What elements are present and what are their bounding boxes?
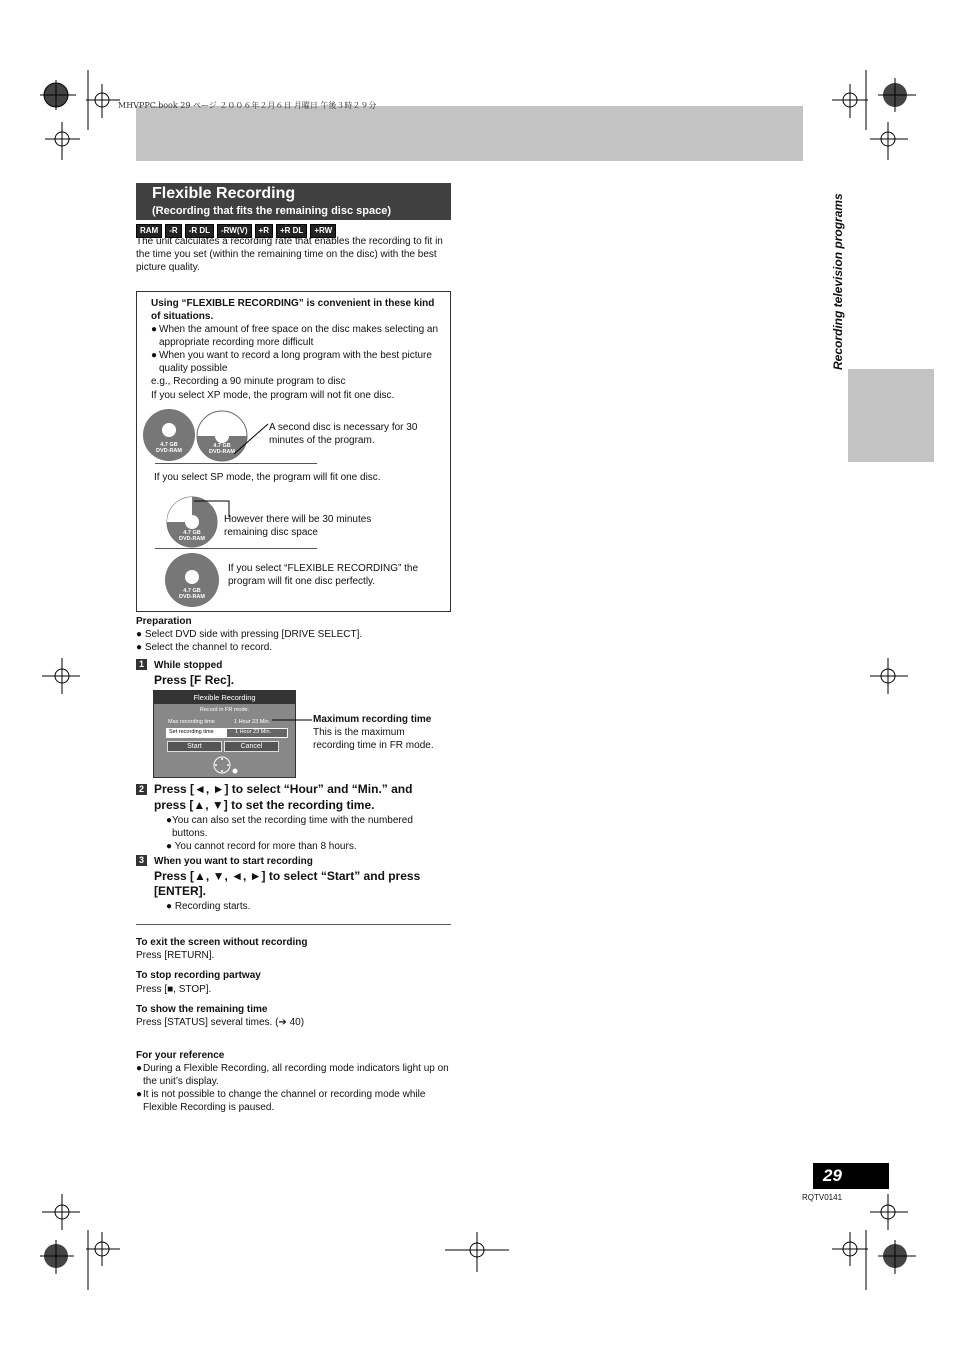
tip-text: Press [RETURN]. <box>136 950 215 961</box>
crop-mark-mid-left <box>40 656 80 696</box>
step3-line2: [ENTER]. <box>154 884 206 898</box>
osd-set-label: Set recording time <box>166 728 226 738</box>
crop-marks-bottom-right <box>818 1190 918 1290</box>
intro-text: The unit calculates a recording rate that enables the recording to fit in the time you set (within the remaining time on the disc) with the best picture quality. <box>136 236 443 273</box>
callout-text: This is the maximum recording time in FR mode. <box>313 727 434 751</box>
step3-condition: When you want to start recording <box>154 856 313 867</box>
divider <box>155 463 317 464</box>
xp-mode-text: If you select XP mode, the program will not fit one disc. <box>151 390 395 401</box>
step-number: 1 <box>136 659 147 670</box>
step2-line2: press [▲, ▼] to set the recording time. <box>154 798 375 812</box>
disc-label: 4.7 GB DVD-RAM <box>179 530 205 542</box>
crop-marks-top-left <box>40 70 120 180</box>
osd-title: Flexible Recording <box>154 691 295 704</box>
flexible-recording-screen <box>153 690 296 778</box>
preparation-item: ● Select the channel to record. <box>136 642 273 653</box>
disc-badge: -R DL <box>185 224 214 238</box>
crop-marks-bottom-left <box>40 1190 120 1290</box>
disc-label: 4.7 GB DVD-RAM <box>209 443 235 455</box>
reference-item: ● It is not possible to change the channel or recording mode while Flexible Recording is paused. <box>136 1089 426 1113</box>
disc-badge: -RW(V) <box>217 224 252 238</box>
section-label-text: Recording television programs <box>831 193 845 370</box>
step-number: 2 <box>136 784 147 795</box>
preparation-item: ● Select DVD side with pressing [DRIVE SELECT]. <box>136 629 363 640</box>
disc-badge: RAM <box>136 224 162 238</box>
sp-mode-text: If you select SP mode, the program will fit one disc. <box>154 472 381 483</box>
step1-action: Press [F Rec]. <box>154 673 235 687</box>
sp-note: However there will be 30 minutes remaining disc space <box>224 514 372 538</box>
xp-note: A second disc is necessary for 30 minutes of the program. <box>269 422 418 446</box>
osd-start-button[interactable]: Start <box>167 741 222 752</box>
page-number: 29 <box>823 1166 842 1185</box>
osd-set-value[interactable]: 1 Hour 23 Min. <box>226 728 288 738</box>
tip-text: Press [■, STOP]. <box>136 984 212 995</box>
preparation-heading: Preparation <box>136 616 192 627</box>
crop-mark-mid-right <box>870 656 910 696</box>
divider <box>136 924 451 925</box>
page-number-box <box>813 1163 889 1189</box>
print-info: MHVPPC.book 29 ページ ２００６年２月６日 月曜日 午後３時２９分 <box>118 101 377 110</box>
doc-code: RQTV0141 <box>802 1193 843 1202</box>
tip-heading: To stop recording partway <box>136 970 261 981</box>
step2-note: ● You cannot record for more than 8 hours. <box>166 841 357 852</box>
disc-badge: +RW <box>310 224 336 238</box>
tip-heading: To show the remaining time <box>136 1004 268 1015</box>
remote-dpad-icon <box>212 755 242 775</box>
infobox-heading: Using “FLEXIBLE RECORDING” is convenient in these kind of situations. <box>151 298 435 322</box>
tip-text: Press [STATUS] several times. (➔ 40) <box>136 1017 305 1028</box>
osd-mode: Record in FR mode. <box>199 707 250 713</box>
reference-heading: For your reference <box>136 1050 225 1061</box>
step3-line1: Press [▲, ▼, ◄, ►] to select “Start” and press <box>154 869 421 883</box>
disc-badge: +R <box>255 224 273 238</box>
page-title: Flexible Recording <box>152 185 296 202</box>
infobox-bullet: ● When the amount of free space on the disc makes selecting an appropriate recording more difficult <box>151 324 439 348</box>
divider <box>155 548 317 549</box>
disc-badge: -R <box>165 224 181 238</box>
header-bar <box>136 106 803 161</box>
crop-mark-bottom-center <box>445 1232 509 1272</box>
title-box <box>136 183 451 220</box>
osd-max-value: 1 Hour 23 Min. <box>234 719 271 725</box>
callout-line <box>272 716 314 726</box>
osd-cancel-button[interactable]: Cancel <box>224 741 279 752</box>
infobox-bullet: ● When you want to record a long program with the best picture quality possible <box>151 350 432 374</box>
step-number: 3 <box>136 855 147 866</box>
page-subtitle: (Recording that fits the remaining disc space) <box>152 205 391 217</box>
dvd-disc-icon: 4.7 GB DVD-RAM <box>143 409 195 461</box>
reference-item: ● During a Flexible Recording, all recording mode indicators light up on the unit’s display. <box>136 1063 449 1087</box>
dvd-disc-icon: 4.7 GB DVD-RAM <box>165 553 219 607</box>
callout-title: Maximum recording time <box>313 714 432 725</box>
section-label <box>831 180 845 370</box>
callout-line <box>232 422 272 457</box>
tip-heading: To exit the screen without recording <box>136 937 308 948</box>
section-tab <box>848 369 934 462</box>
step2-note: ● You can also set the recording time with the numbered buttons. <box>166 815 413 839</box>
crop-marks-top-right <box>818 70 918 180</box>
disc-badge: +R DL <box>276 224 307 238</box>
step1-condition: While stopped <box>154 660 223 671</box>
example-text: e.g., Recording a 90 minute program to disc <box>151 376 346 387</box>
step2-line1: Press [◄, ►] to select “Hour” and “Min.” and <box>154 782 413 796</box>
situations-box <box>136 291 451 612</box>
step3-note: ● Recording starts. <box>166 901 251 912</box>
osd-max-label: Max recording time <box>168 719 215 725</box>
fr-note: If you select “FLEXIBLE RECORDING” the program will fit one disc perfectly. <box>228 563 419 587</box>
